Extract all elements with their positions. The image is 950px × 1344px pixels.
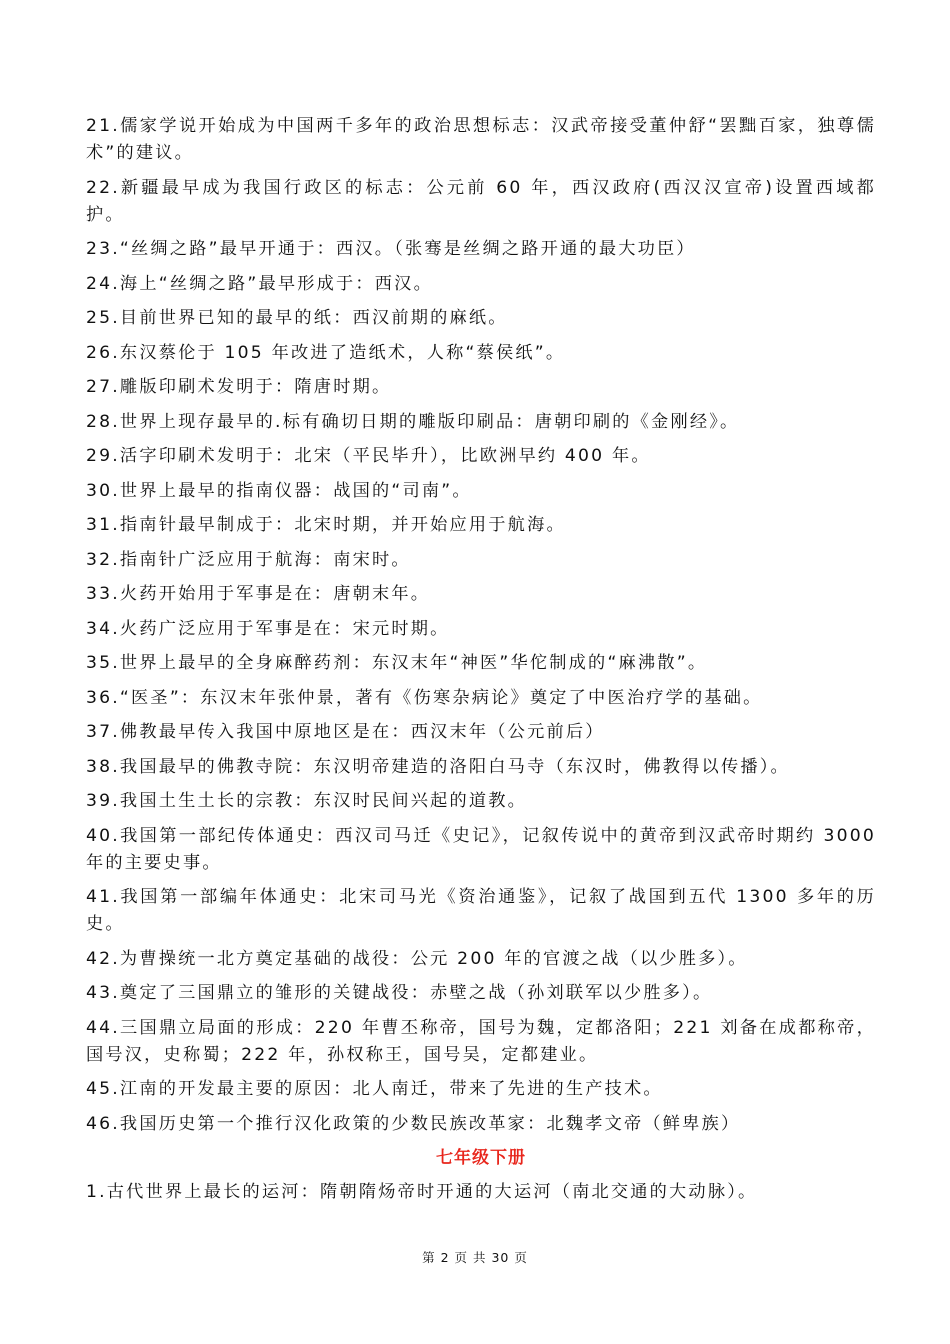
list-item: 23.“丝绸之路”最早开通于：西汉。（张骞是丝绸之路开通的最大功臣）	[86, 239, 696, 259]
list-item: 45.江南的开发最主要的原因：北人南迁，带来了先进的生产技术。	[86, 1079, 663, 1099]
section-title: 七年级下册	[436, 1148, 526, 1168]
document-body	[86, 113, 876, 1214]
list-item: 29.活字印刷术发明于：北宋（平民毕升），比欧洲早约 400 年。	[86, 446, 651, 466]
list-item: 27.雕版印刷术发明于：隋唐时期。	[86, 377, 392, 397]
list-item: 31.指南针最早制成于：北宋时期，并开始应用于航海。	[86, 515, 566, 535]
list-item: 36.“医圣”：东汉末年张仲景，著有《伤寒杂病论》奠定了中医治疗学的基础。	[86, 687, 763, 708]
list-item: 43.奠定了三国鼎立的雏形的关键战役：赤壁之战（孙刘联军以少胜多）。	[86, 983, 713, 1003]
list-item: 38.我国最早的佛教寺院：东汉明帝建造的洛阳白马寺（东汉时，佛教得以传播）。	[86, 756, 790, 777]
list-item: 46.我国历史第一个推行汉化政策的少数民族改革家：北魏孝文帝（鲜卑族）	[86, 1113, 741, 1134]
list-item: 37.佛教最早传入我国中原地区是在：西汉末年（公元前后）	[86, 722, 605, 742]
list-item: 35.世界上最早的全身麻醉药剂：东汉末年“神医”华佗制成的“麻沸散”。	[86, 653, 708, 673]
page-footer: 第 2 页 共 30 页	[422, 1250, 528, 1265]
list-item: 40.我国第一部纪传体通史：西汉司马迁《史记》，记叙传说中的黄帝到汉武帝时期约 3000 年的主要史事。	[86, 825, 876, 873]
list-item: 32.指南针广泛应用于航海：南宋时。	[86, 549, 411, 570]
list-item: 42.为曹操统一北方奠定基础的战役：公元 200 年的官渡之战（以少胜多）。	[86, 948, 748, 969]
list-item: 25.目前世界已知的最早的纸：西汉前期的麻纸。	[86, 308, 508, 328]
list-item: 1.古代世界上最长的运河：隋朝隋炀帝时开通的大运河（南北交通的大动脉）。	[86, 1182, 758, 1202]
list-item: 28.世界上现存最早的.标有确切日期的雕版印刷品：唐朝印刷的《金刚经》。	[86, 411, 740, 432]
list-item: 30.世界上最早的指南仪器：战国的“司南”。	[86, 480, 472, 501]
list-item: 22.新疆最早成为我国行政区的标志：公元前 60 年，西汉政府(西汉汉宣帝)设置西域都护。	[86, 177, 876, 225]
section-item-list	[86, 1179, 876, 1206]
list-item: 24.海上“丝绸之路”最早形成于：西汉。	[86, 273, 433, 294]
list-item: 41.我国第一部编年体通史：北宋司马光《资治通鉴》，记叙了战国到五代 1300 多年的历史。	[86, 887, 876, 934]
list-item: 34.火药广泛应用于军事是在：宋元时期。	[86, 618, 450, 639]
list-item: 33.火药开始用于军事是在：唐朝末年。	[86, 584, 431, 604]
list-item: 44.三国鼎立局面的形成：220 年曹丕称帝，国号为魏，定都洛阳；221 刘备在成都称帝，国号汉，史称蜀；222 年，孙权称王，国号吴，定都建业。	[86, 1017, 876, 1065]
list-item: 21.儒家学说开始成为中国两千多年的政治思想标志：汉武帝接受董仲舒“罢黜百家，独尊儒术”的建议。	[86, 116, 876, 163]
item-list	[86, 113, 876, 1138]
list-item: 39.我国土生土长的宗教：东汉时民间兴起的道教。	[86, 791, 528, 811]
list-item: 26.东汉蔡伦于 105 年改进了造纸术，人称“蔡侯纸”。	[86, 342, 566, 363]
